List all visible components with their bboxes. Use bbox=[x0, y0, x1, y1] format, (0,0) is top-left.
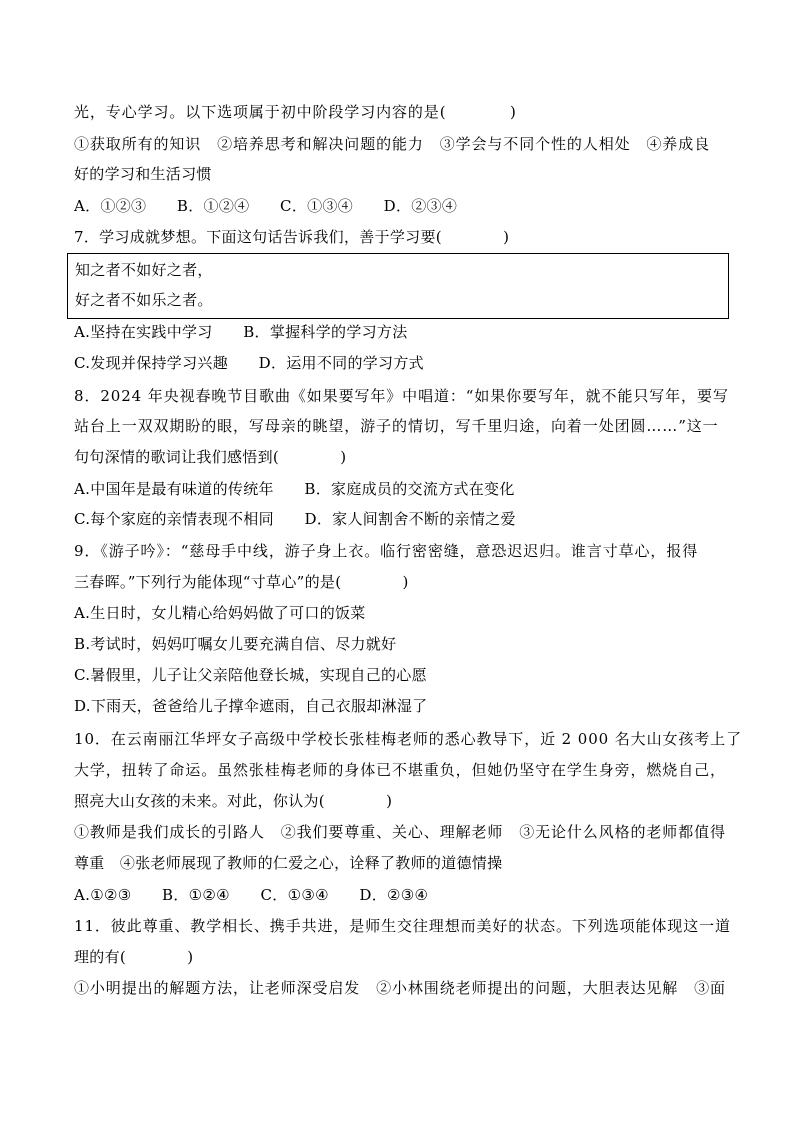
text-line: ①教师是我们成长的引路人 ②我们要尊重、关心、理解老师 ③无论什么风格的老师都值得 bbox=[74, 823, 726, 841]
text-line: 三春晖。”下列行为能体现“寸草心”的是( ) bbox=[74, 573, 409, 591]
text-line: 句句深情的歌词让我们感悟到( ) bbox=[74, 448, 347, 466]
text-line: ①小明提出的解题方法，让老师深受启发 ②小林围绕老师提出的问题，大胆表达见解 ③面 bbox=[74, 979, 726, 997]
text-line: 理的有( ) bbox=[74, 948, 194, 966]
quote-line: 好之者不如乐之者。 bbox=[75, 291, 213, 309]
question-10: 10．在云南丽江华坪女子高级中学校长张桂梅老师的悉心教导下，近 2 000 名大山女孩考上了 bbox=[74, 730, 742, 748]
question-11: 11．彼此尊重、教学相长、携手共进，是师生交往理想而美好的状态。下列选项能体现这一道 bbox=[74, 917, 731, 935]
quote-line: 知之者不如好之者， bbox=[75, 261, 213, 279]
text-line: 光，专心学习。以下选项属于初中阶段学习内容的是( ) bbox=[74, 103, 517, 121]
answer-options: A.坚持在实践中学习 B．掌握科学的学习方法 bbox=[74, 323, 408, 341]
answer-options: A.①②③ B．①②④ C．①③④ D．②③④ bbox=[74, 886, 429, 904]
quote-box bbox=[67, 253, 729, 319]
text-line: 大学，扭转了命运。虽然张桂梅老师的身体已不堪重负，但她仍坚守在学生身旁，燃烧自己， bbox=[74, 761, 726, 779]
text-line: ①获取所有的知识 ②培养思考和解决问题的能力 ③学会与不同个性的人相处 ④养成良 bbox=[74, 135, 711, 153]
answer-option: A.生日时，女儿精心给妈妈做了可口的饭菜 bbox=[74, 604, 366, 622]
question-8: 8．2024 年央视春晚节目歌曲《如果要写年》中唱道：“如果你要写年，就不能只写年，要写 bbox=[74, 387, 729, 405]
answer-options: C.每个家庭的亲情表现不相同 D．家人间割舍不断的亲情之爱 bbox=[74, 510, 516, 528]
text-line: 站台上一双双期盼的眼，写母亲的眺望，游子的情切，写千里归途，向着一处团圆……”这一 bbox=[74, 417, 719, 435]
text-line: 好的学习和生活习惯 bbox=[74, 165, 212, 183]
answer-options: A．①②③ B．①②④ C．①③④ D．②③④ bbox=[74, 197, 458, 215]
answer-option: D.下雨天，爸爸给儿子撑伞遮雨，自己衣服却淋湿了 bbox=[74, 697, 428, 715]
answer-option: C.暑假里，儿子让父亲陪他登长城，实现自己的心愿 bbox=[74, 666, 427, 684]
answer-options: A.中国年是最有味道的传统年 B．家庭成员的交流方式在变化 bbox=[74, 480, 515, 498]
text-line: 照亮大山女孩的未来。对此，你认为( ) bbox=[74, 792, 393, 810]
question-9: 9．《游子吟》：“慈母手中线，游子身上衣。临行密密缝，意恐迟迟归。谁言寸草心，报得 bbox=[74, 542, 699, 560]
text-line: 尊重 ④张老师展现了教师的仁爱之心，诠释了教师的道德情操 bbox=[74, 854, 503, 872]
answer-option: B.考试时，妈妈叮嘱女儿要充满自信、尽力就好 bbox=[74, 635, 397, 653]
question-7: 7．学习成就梦想。下面这句话告诉我们，善于学习要( ) bbox=[74, 228, 510, 246]
answer-options: C.发现并保持学习兴趣 D．运用不同的学习方式 bbox=[74, 354, 424, 372]
